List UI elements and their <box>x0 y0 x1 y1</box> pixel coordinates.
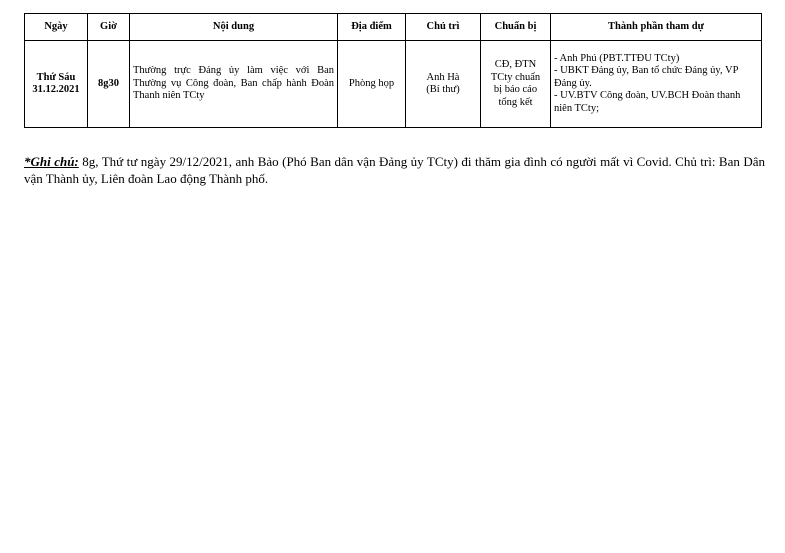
note-label: *Ghi chú: <box>24 154 79 169</box>
table-row <box>25 41 762 128</box>
header-prep: Chuẩn bị <box>481 14 551 41</box>
prep-line: TCty chuẩn <box>490 71 541 83</box>
attendee-item: - UBKT Đảng ủy, Ban tổ chức Đảng ủy, VP Đảng ủy. <box>554 65 739 89</box>
schedule-table <box>24 13 762 128</box>
prep-line: tổng kết <box>498 96 533 108</box>
cell-place: Phòng họp <box>338 41 406 128</box>
chair-role: (Bí thư) <box>426 84 460 95</box>
header-attendees: Thành phần tham dự <box>551 14 762 41</box>
cell-day <box>25 41 88 128</box>
chair-name: Anh Hà <box>426 71 460 83</box>
header-content: Nội dung <box>130 14 338 41</box>
cell-content: Thường trực Đảng ủy làm việc với Ban Thường vụ Công đoàn, Ban chấp hành Đoàn Thanh niên TCty <box>130 41 338 128</box>
cell-prep <box>481 41 551 128</box>
note-text: 8g, Thứ tư ngày 29/12/2021, anh Bảo (Phó Ban dân vận Đảng ủy TCty) đi thăm gia đình có người mất vì Covid. Chủ trì: Ban Dân vận Thành ủy, Liên đoàn Lao động Thành phố. <box>24 154 765 186</box>
header-time: Giờ <box>88 14 130 41</box>
prep-line: CĐ, ĐTN <box>494 59 537 70</box>
header-place: Địa điểm <box>338 14 406 41</box>
attendee-item: - UV.BTV Công đoàn, UV.BCH Đoàn thanh niên TCty; <box>554 90 741 114</box>
cell-chair <box>406 41 481 128</box>
header-chair: Chủ trì <box>406 14 481 41</box>
cell-attendees <box>551 41 762 128</box>
table-header-row <box>25 14 762 41</box>
header-day: Ngày <box>25 14 88 41</box>
day-name: Thứ Sáu <box>36 71 76 83</box>
prep-line: bị báo cáo <box>493 84 538 95</box>
attendee-item: - Anh Phú (PBT.TTĐU TCty) <box>554 52 680 64</box>
note-paragraph <box>24 153 765 187</box>
day-date: 31.12.2021 <box>32 84 80 95</box>
cell-time: 8g30 <box>88 41 130 128</box>
